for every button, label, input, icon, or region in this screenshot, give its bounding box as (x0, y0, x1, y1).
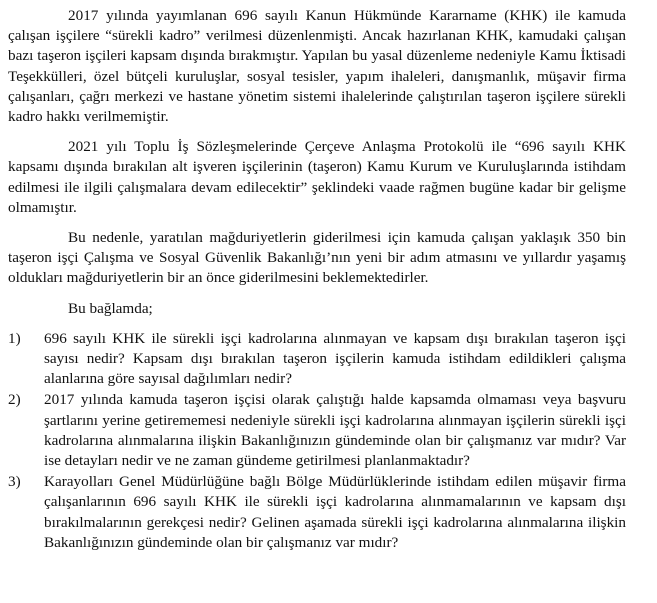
lead-in-text: Bu bağlamda; (68, 299, 153, 317)
question-text: 696 sayılı KHK ile sürekli işçi kadrolarına alınmayan ve kapsam dışı bırakılan taşeron işçi sayısı nedir? Kapsam dışı bırakılan taşeron işçilerin kamuda istihdam edildikleri çalışma alanlarına göre sayısal dağılımları nedir? (44, 329, 626, 388)
question-text: 2017 yılında kamuda taşeron işçisi olarak çalıştığı halde kapsamda olmaması veya başvuru şartlarını yerine getirememesi nedeniyle sürekli işçi kadrolarına alınmayan işçilerin sürekli işçi kadrolarına alınmalarına ilişkin Bakanlığınızın gündeminde olan bir çalışmanız var mıdır? Var ise detayları nedir ve ne zaman gündeme getirilmesi planlanmaktadır? (44, 391, 626, 470)
question-number: 2) (8, 391, 21, 409)
paragraph-victims: Bu nedenle, yaratılan mağduriyetlerin giderilmesi için kamuda çalışan yaklaşık 350 bin taşeron işçi Çalışma ve Sosyal Güvenlik Bakanlığı’nın yeni bir adım atmasını ve yıllardır yaşamış oldukları mağduriyetlerin bir an önce giderilmesini beklemektedirler. (8, 229, 626, 287)
question-item (8, 390, 626, 471)
question-number: 1) (8, 329, 21, 347)
question-list (8, 329, 626, 553)
question-text: Karayolları Genel Müdürlüğüne bağlı Bölge Müdürlüklerinde istihdam edilen müşavir firma çalışanlarının 696 sayılı KHK ile sürekli işçi kadrolarına alınmamalarının ve kapsam dışı bırakılmalarının gerekçesi nedir? Gelinen aşamada sürekli işçi kadrolarına alınmalarına ilişkin Bakanlığınızın gündeminde olan bir çalışmanız var mıdır? (44, 473, 626, 551)
document-body (8, 6, 626, 553)
question-item (8, 329, 626, 390)
question-number: 3) (8, 473, 21, 491)
question-item (8, 472, 626, 553)
paragraph-khk-background: 2017 yılında yayımlanan 696 sayılı Kanun Hükmünde Kararname (KHK) ile kamuda çalışan işçilere “sürekli kadro” verilmesi düzenlenmişti. Ancak hazırlanan KHK, kamudaki çalışan bazı taşeron işçileri kapsam dışında bırakmıştır. Yapılan bu yasal düzenleme nedeniyle Kamu İktisadi Teşekkülleri, özel bütçeli kuruluşlar, sosyal tesisler, yapım ihaleleri, danışmanlık, müşavir firma çalışanları, çağrı merkezi ve hastane yönetim sistemi ihalelerinde çalıştırılan taşeron işçilere sürekli kadro hakkı verilmemiştir. (8, 7, 626, 126)
paragraph-2021-protocol: 2021 yılı Toplu İş Sözleşmelerinde Çerçeve Anlaşma Protokolü ile “696 sayılı KHK kapsamı dışında bırakılan alt işveren işçilerinin (taşeron) Kamu Kurum ve Kuruluşlarında istihdam edilmesi ile ilgili çalışmalara devam edilecektir” şeklindeki vaade rağmen bugüne kadar bir gelişme olmamıştır. (8, 138, 626, 216)
